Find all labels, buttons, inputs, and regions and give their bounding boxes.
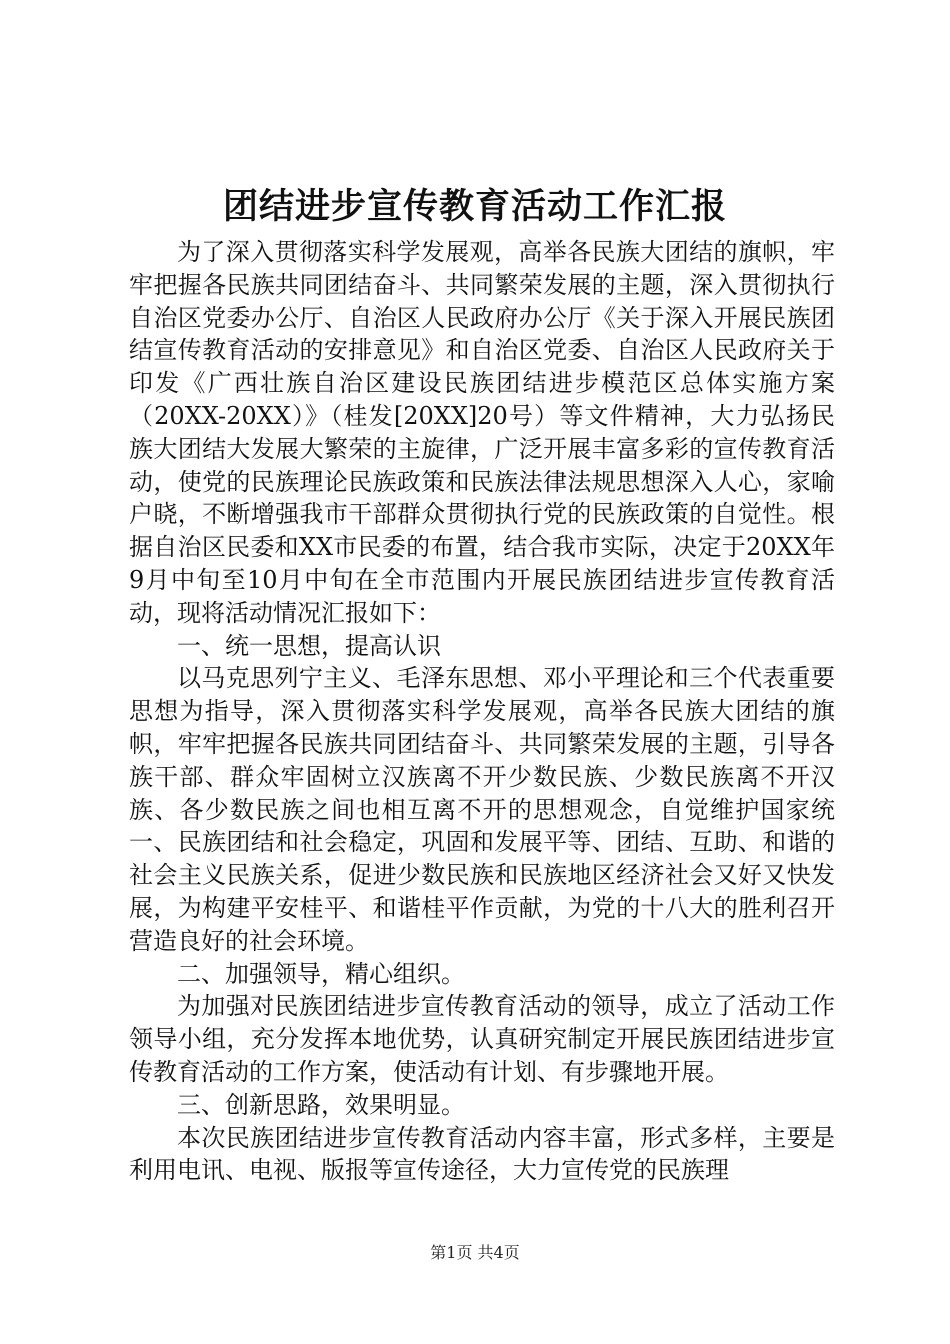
section-heading-2: 二、加强领导，精心组织。 (177, 959, 465, 988)
section-heading-3: 三、创新思路，效果明显。 (177, 1090, 465, 1119)
paragraph-section-3: 本次民族团结进步宣传教育活动内容丰富，形式多样，主要是利用电讯、电视、版报等宣传途径，大力宣传党的民族理 (129, 1123, 835, 1185)
paragraph-intro: 为了深入贯彻落实科学发展观，高举各民族大团结的旗帜，牢牢把握各民族共同团结奋斗、共同繁荣发展的主题，深入贯彻执行自治区党委办公厅、自治区人民政府办公厅《关于深入开展民族团结宣传教育活动的安排意见》和自治区党委、自治区人民政府关于印发《广西壮族自治区建设民族团结进步模范区总体实施方案（20XX-20XX）》（桂发[20XX]20号）等文件精神，大力弘扬民族大团结大发展大繁荣的主旋律，广泛开展丰富多彩的宣传教育活动，使党的民族理论民族政策和民族法律法规思想深入人心，家喻户晓，不断增强我市干部群众贯彻执行党的民族政策的自觉性。根据自治区民委和XX市民委的布置，结合我市实际，决定于20XX年9月中旬至10月中旬在全市范围内开展民族团结进步宣传教育活动，现将活动情况汇报如下： (129, 238, 835, 627)
paragraph-section-1: 以马克思列宁主义、毛泽东思想、邓小平理论和三个代表重要思想为指导，深入贯彻落实科学发展观，高举各民族大团结的旗帜，牢牢把握各民族共同团结奋斗、共同繁荣发展的主题，引导各族干部、群众牢固树立汉族离不开少数民族、少数民族离不开汉族、各少数民族之间也相互离不开的思想观念，自觉维护国家统一、民族团结和社会稳定，巩固和发展平等、团结、互助、和谐的社会主义民族关系，促进少数民族和民族地区经济社会又好又快发展，为构建平安桂平、和谐桂平作贡献，为党的十八大的胜利召开营造良好的社会环境。 (129, 664, 835, 955)
section-heading-1: 一、统一思想，提高认识 (177, 631, 441, 660)
document-title: 团结进步宣传教育活动工作汇报 (222, 186, 727, 227)
page-number-footer: 第1页 共4页 (430, 1243, 520, 1262)
document-body (129, 236, 835, 1187)
paragraph-section-2: 为加强对民族团结进步宣传教育活动的领导，成立了活动工作领导小组，充分发挥本地优势，认真研究制定开展民族团结进步宣传教育活动的工作方案，使活动有计划、有步骤地开展。 (129, 992, 835, 1086)
